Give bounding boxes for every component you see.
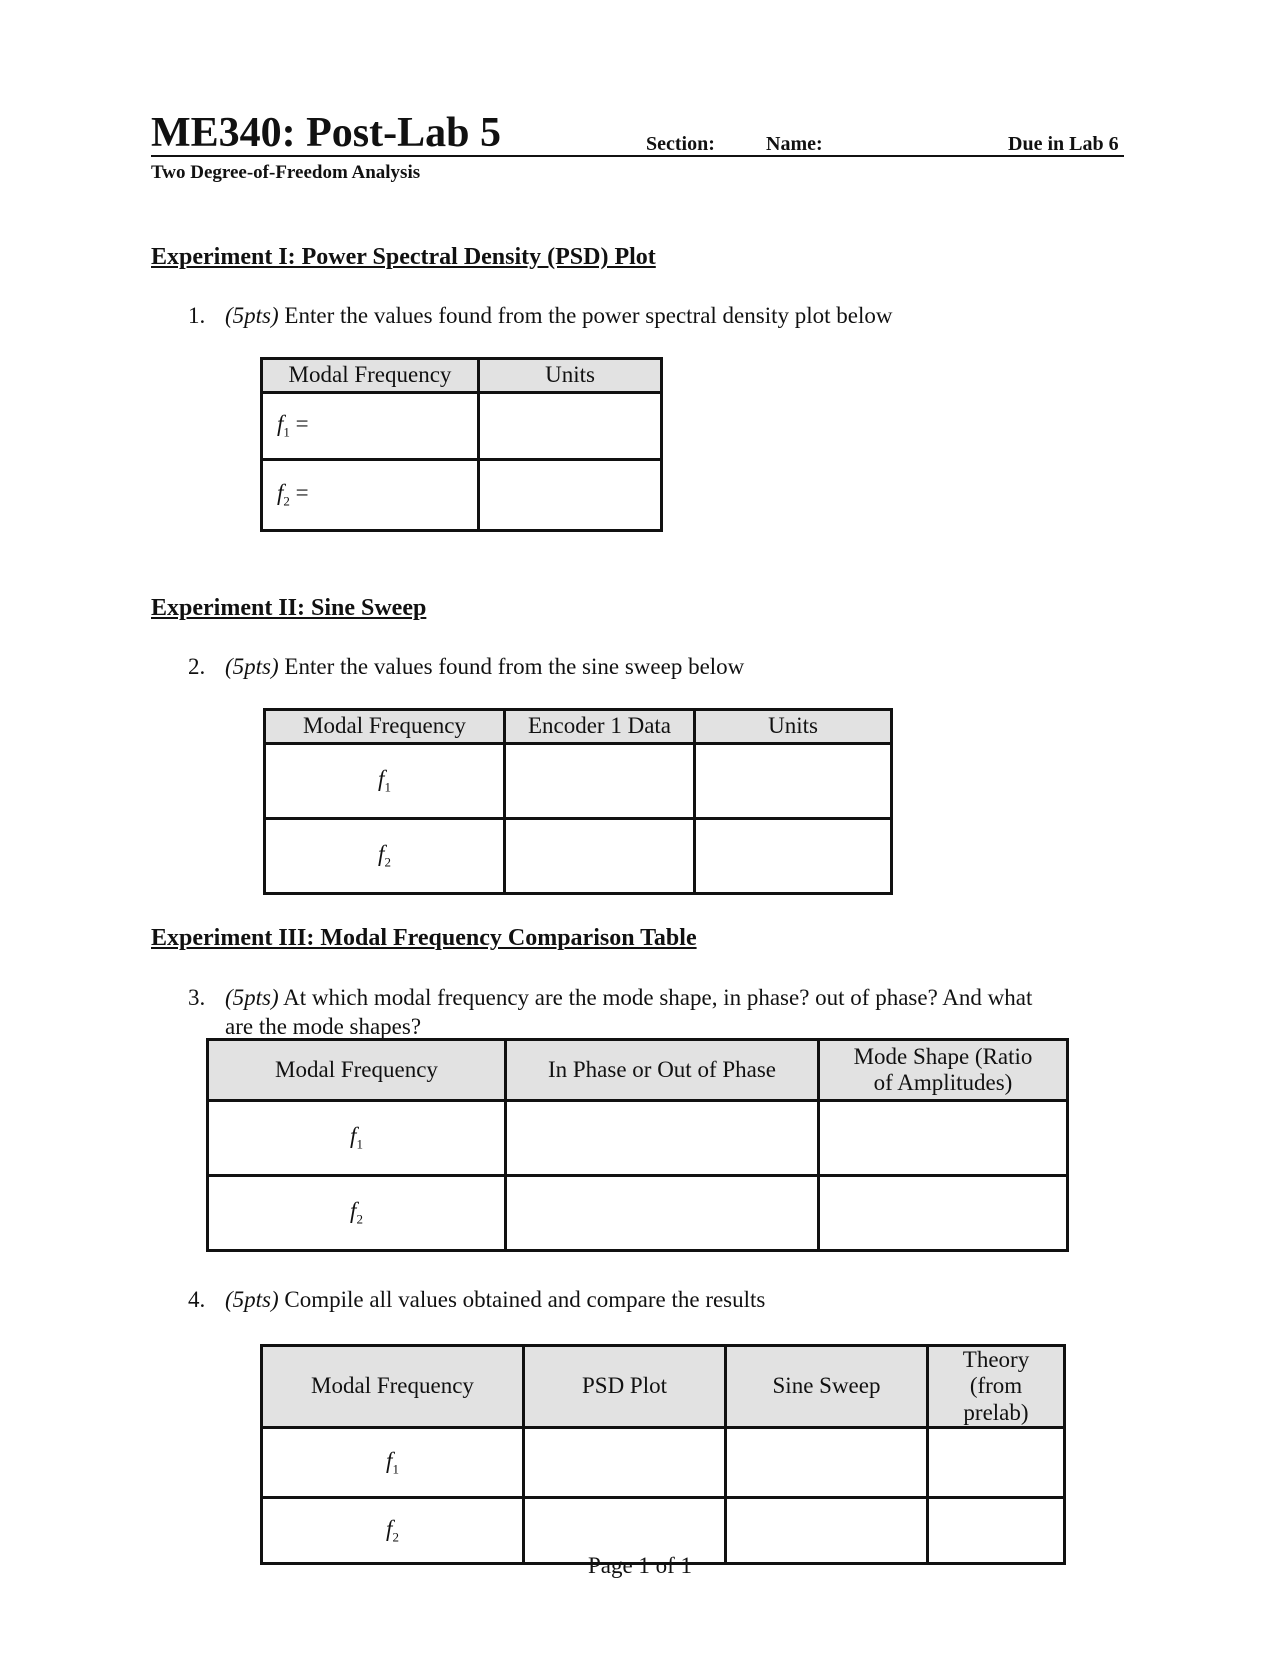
psd-f1-label: $f_1$ = [262,393,479,460]
psd-f1-units-cell[interactable] [479,393,662,460]
q1-prompt: Enter the values found from the power spectral density plot below [284,303,893,328]
comp-header-mode-shape: Mode Shape (Ratio of Amplitudes) [819,1040,1068,1101]
q1-text [188,301,892,330]
q4-text [188,1285,765,1314]
table-row [208,1176,1068,1251]
results-f2-label: $f_2$ [262,1498,524,1564]
psd-f2-label: $f_2$ = [262,460,479,531]
sweep-f2-label: $f_2$ [265,819,505,894]
sine-sweep-table [263,708,893,895]
comp-f1-label: $f_1$ [208,1101,506,1176]
results-table [260,1344,1066,1565]
section-label: Section: [646,133,715,155]
comp-f2-phase-cell[interactable] [506,1176,819,1251]
due-label: Due in Lab 6 [1008,133,1119,155]
comp-header-phase: In Phase or Out of Phase [506,1040,819,1101]
q1-points: (5pts) [225,303,279,328]
q2-points: (5pts) [225,654,279,679]
results-header-theory: Theory (from prelab) [928,1346,1065,1428]
q2-text [188,652,744,681]
page-title: ME340: Post-Lab 5 [151,110,501,156]
table-row [262,393,662,460]
sweep-header-encoder-data: Encoder 1 Data [505,710,695,744]
q4-prompt: Compile all values obtained and compare the results [284,1287,766,1312]
table-row [262,460,662,531]
comp-f2-shape-cell[interactable] [819,1176,1068,1251]
page-subtitle: Two Degree-of-Freedom Analysis [151,162,421,183]
page-number: Page 1 of 1 [587,1553,693,1578]
sweep-f2-units-cell[interactable] [695,819,892,894]
comp-f1-shape-cell[interactable] [819,1101,1068,1176]
q3-text [188,983,1128,1041]
comp-f2-label: $f_2$ [208,1176,506,1251]
sweep-f1-units-cell[interactable] [695,744,892,819]
results-f1-label: $f_1$ [262,1428,524,1498]
q4-number: 4. [188,1287,206,1312]
results-f1-psd-cell[interactable] [524,1428,726,1498]
comparison-table [206,1038,1069,1252]
sweep-f2-encoder-cell[interactable] [505,819,695,894]
sweep-f1-label: $f_1$ [265,744,505,819]
q1-number: 1. [188,303,206,328]
sweep-f1-encoder-cell[interactable] [505,744,695,819]
exp1-heading: Experiment I: Power Spectral Density (PSD) Plot [151,244,656,270]
psd-header-modal-frequency: Modal Frequency [262,359,479,393]
results-f1-theory-cell[interactable] [928,1428,1065,1498]
q2-prompt: Enter the values found from the sine sweep below [284,654,745,679]
name-label: Name: [766,133,823,155]
q2-number: 2. [188,654,206,679]
psd-f2-units-cell[interactable] [479,460,662,531]
header-rule [151,155,1124,157]
results-header-psd-plot: PSD Plot [524,1346,726,1428]
q3-number: 3. [188,985,206,1010]
sweep-header-modal-frequency: Modal Frequency [265,710,505,744]
psd-header-units: Units [479,359,662,393]
results-header-modal-frequency: Modal Frequency [262,1346,524,1428]
table-row [265,819,892,894]
psd-table [260,357,663,532]
exp2-heading: Experiment II: Sine Sweep [151,595,427,621]
q3-points: (5pts) [225,985,279,1010]
comp-f1-phase-cell[interactable] [506,1101,819,1176]
table-row [262,1428,1065,1498]
q4-points: (5pts) [225,1287,279,1312]
results-f1-sweep-cell[interactable] [726,1428,928,1498]
table-row [265,744,892,819]
comp-header-modal-frequency: Modal Frequency [208,1040,506,1101]
sweep-header-units: Units [695,710,892,744]
q3-prompt-line2: are the mode shapes? [225,1014,422,1039]
exp3-heading: Experiment III: Modal Frequency Comparison Table [151,925,697,951]
q3-prompt-line1: At which modal frequency are the mode shape, in phase? out of phase? And what [283,985,1033,1010]
results-header-sine-sweep: Sine Sweep [726,1346,928,1428]
table-row [208,1101,1068,1176]
